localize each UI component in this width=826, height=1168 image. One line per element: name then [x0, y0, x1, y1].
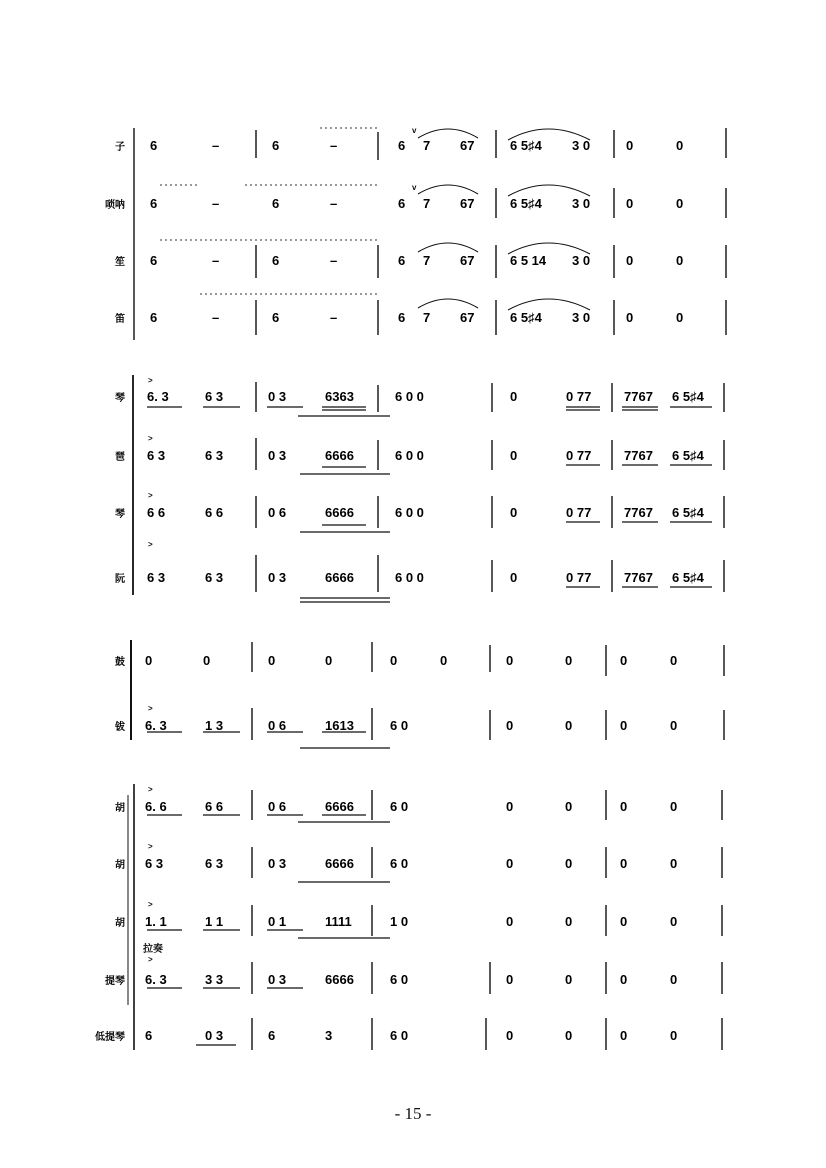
staff-row	[115, 914, 677, 929]
sustain-lines	[160, 128, 378, 294]
staff-row	[115, 448, 705, 463]
note-group: –	[330, 310, 338, 325]
note-group: 0	[506, 914, 514, 929]
note-group: 0	[620, 799, 628, 814]
note-group: 0 77	[566, 505, 592, 520]
note-group: 6	[145, 1028, 153, 1043]
staff-row	[115, 505, 705, 520]
svg-text:v: v	[412, 183, 417, 192]
note-group: 6 3	[147, 570, 166, 585]
note-group: 6666	[325, 856, 354, 871]
note-group: –	[212, 196, 220, 211]
instrument-label: 鼓	[115, 657, 125, 668]
note-group: 0	[565, 653, 573, 668]
instrument-label: 笙	[115, 257, 125, 268]
beams	[147, 407, 712, 1045]
note-group: 6	[150, 196, 158, 211]
note-group: 0	[670, 914, 678, 929]
note-group: 1613	[325, 718, 354, 733]
note-group: 67	[460, 138, 475, 153]
note-group: 6 5♯4	[510, 138, 542, 153]
note-group: 67	[460, 310, 475, 325]
note-group: 6 5♯4	[672, 389, 704, 404]
staff-row	[95, 1028, 677, 1043]
note-group: 0 77	[566, 389, 592, 404]
staff-row	[115, 253, 683, 268]
note-group: 0	[676, 253, 684, 268]
staff-row	[115, 138, 683, 153]
note-group: 0	[506, 718, 514, 733]
note-group: 3 0	[572, 196, 591, 211]
note-group: 6 5♯4	[672, 570, 704, 585]
note-group: 0	[510, 570, 518, 585]
note-group: 1 1	[205, 914, 224, 929]
note-group: 0 3	[268, 448, 287, 463]
note-group: 0 3	[268, 972, 287, 987]
note-group: 6. 3	[145, 972, 167, 987]
note-group: 6363	[325, 389, 354, 404]
note-group: 6	[398, 253, 406, 268]
staff-row	[115, 653, 677, 668]
svg-text:>: >	[148, 955, 153, 964]
bar-lines	[252, 128, 726, 1050]
note-group: 0	[626, 138, 634, 153]
note-group: 7	[423, 310, 431, 325]
note-group: 67	[460, 253, 475, 268]
note-group: 0	[620, 914, 628, 929]
note-group: 0	[670, 856, 678, 871]
note-group: –	[212, 310, 220, 325]
svg-text:>: >	[148, 785, 153, 794]
note-group: 6	[150, 310, 158, 325]
instrument-label: 唢呐	[105, 200, 125, 211]
note-group: 7	[423, 138, 431, 153]
note-group: 6	[272, 138, 280, 153]
note-group: 0	[440, 653, 448, 668]
instrument-label: 阮	[115, 574, 125, 585]
note-group: 6. 3	[145, 718, 167, 733]
note-group: 0 77	[566, 570, 592, 585]
svg-text:>: >	[148, 491, 153, 500]
note-group: 0	[506, 653, 514, 668]
note-group: 0	[510, 389, 518, 404]
note-group: 7767	[624, 570, 653, 585]
note-group: 0	[565, 718, 573, 733]
note-group: 3 0	[572, 253, 591, 268]
instrument-label: 低提琴	[95, 1032, 125, 1043]
instrument-label: 钹	[115, 722, 125, 733]
note-group: 6 0	[390, 799, 409, 814]
note-group: 6666	[325, 972, 354, 987]
instrument-label: 琴	[115, 509, 125, 520]
staff-rows	[95, 138, 705, 1043]
note-group: 6 5 14	[510, 253, 547, 268]
note-group: 6 3	[205, 389, 224, 404]
note-group: 6	[398, 196, 406, 211]
accent-marks	[148, 126, 417, 964]
note-group: 0	[670, 1028, 678, 1043]
note-group: 7767	[624, 505, 653, 520]
note-group: 0	[203, 653, 211, 668]
note-group: 0	[626, 196, 634, 211]
note-group: 6	[398, 310, 406, 325]
note-group: 0	[565, 914, 573, 929]
note-group: 6 0 0	[395, 389, 424, 404]
note-group: 0	[145, 653, 153, 668]
note-group: 0	[620, 653, 628, 668]
slurs	[418, 129, 590, 310]
note-group: 6 0 0	[395, 505, 424, 520]
note-group: 0	[620, 972, 628, 987]
note-group: 67	[460, 196, 475, 211]
note-group: 0 3	[268, 570, 287, 585]
note-group: 6 5♯4	[672, 448, 704, 463]
note-group: 6 5♯4	[672, 505, 704, 520]
note-group: 0	[325, 653, 333, 668]
note-group: 0	[670, 972, 678, 987]
svg-text:>: >	[148, 704, 153, 713]
note-group: 7	[423, 253, 431, 268]
instrument-label: 胡	[115, 803, 125, 814]
note-group: 6 0	[390, 1028, 409, 1043]
note-group: 0 77	[566, 448, 592, 463]
note-group: 6 0 0	[395, 570, 424, 585]
note-group: 6	[272, 196, 280, 211]
note-group: 0	[626, 253, 634, 268]
note-group: 0	[565, 799, 573, 814]
instrument-label: 提琴	[105, 976, 125, 987]
note-group: 6 6	[205, 505, 224, 520]
note-group: 6	[398, 138, 406, 153]
note-group: 6 3	[205, 570, 224, 585]
svg-text:>: >	[148, 900, 153, 909]
note-group: 1. 1	[145, 914, 167, 929]
instrument-label: 子	[115, 142, 125, 153]
instrument-label: 胡	[115, 918, 125, 929]
note-group: 6. 6	[145, 799, 167, 814]
note-group: 6666	[325, 448, 354, 463]
note-group: 0 3	[268, 389, 287, 404]
note-group: 6 0 0	[395, 448, 424, 463]
svg-text:v: v	[412, 126, 417, 135]
note-group: 0 6	[268, 799, 287, 814]
note-group: 0	[506, 1028, 514, 1043]
note-group: 1 0	[390, 914, 409, 929]
note-group: 0 6	[268, 718, 287, 733]
note-group: 1 3	[205, 718, 224, 733]
note-group: 0	[670, 799, 678, 814]
note-group: 6666	[325, 799, 354, 814]
note-group: 0	[510, 448, 518, 463]
note-group: 6	[272, 253, 280, 268]
note-group: 0	[506, 856, 514, 871]
note-group: 0	[676, 138, 684, 153]
staff-row	[114, 718, 677, 733]
note-group: 0	[506, 799, 514, 814]
note-group: 3 3	[205, 972, 224, 987]
note-group: 6666	[325, 505, 354, 520]
note-group: –	[330, 196, 338, 211]
staff-row	[115, 799, 677, 814]
note-group: 6	[150, 253, 158, 268]
instrument-label: 琶	[115, 452, 125, 463]
note-group: 7	[423, 196, 431, 211]
staff-row	[105, 972, 677, 987]
note-group: 0 3	[205, 1028, 224, 1043]
note-group: 6666	[325, 570, 354, 585]
note-group: 0	[670, 653, 678, 668]
note-group: 0	[565, 972, 573, 987]
note-group: 3	[325, 1028, 333, 1043]
staff-row	[115, 856, 677, 871]
system-brackets	[128, 128, 134, 1050]
note-group: –	[330, 253, 338, 268]
note-group: 3 0	[572, 310, 591, 325]
note-group: –	[330, 138, 338, 153]
note-group: 0	[670, 718, 678, 733]
note-group: 7767	[624, 389, 653, 404]
note-group: 6 5♯4	[510, 310, 542, 325]
note-group: 6 0	[390, 718, 409, 733]
note-group: 6	[272, 310, 280, 325]
note-group: 0	[676, 310, 684, 325]
note-group: 6. 3	[147, 389, 169, 404]
note-group: 6 6	[147, 505, 166, 520]
note-group: 0 1	[268, 914, 287, 929]
page-number: - 15 -	[394, 1104, 432, 1123]
note-group: 0 6	[268, 505, 287, 520]
note-group: 6 3	[205, 856, 224, 871]
svg-text:>: >	[148, 540, 153, 549]
note-group: 0	[620, 718, 628, 733]
note-group: 0	[620, 856, 628, 871]
instrument-label: 胡	[115, 860, 125, 871]
note-group: 0 3	[268, 856, 287, 871]
note-group: 6 3	[205, 448, 224, 463]
note-group: 6 5♯4	[510, 196, 542, 211]
svg-text:>: >	[148, 842, 153, 851]
note-group: 6 0	[390, 856, 409, 871]
svg-text:>: >	[148, 434, 153, 443]
note-group: 0	[268, 653, 276, 668]
staff-row	[115, 310, 683, 325]
instrument-label: 琴	[115, 393, 125, 404]
note-group: 1111	[325, 914, 352, 929]
note-group: –	[212, 253, 220, 268]
note-group: 0	[506, 972, 514, 987]
staff-row	[115, 570, 705, 585]
note-group: 6	[150, 138, 158, 153]
bowing-annotation: 拉奏	[143, 944, 163, 955]
note-group: 0	[510, 505, 518, 520]
note-group: 3 0	[572, 138, 591, 153]
note-group: 0	[626, 310, 634, 325]
note-group: –	[212, 138, 220, 153]
note-group: 0	[676, 196, 684, 211]
note-group: 6 0	[390, 972, 409, 987]
note-group: 0	[565, 856, 573, 871]
instrument-label: 笛	[115, 314, 125, 325]
note-group: 6 3	[147, 448, 166, 463]
note-group: 7767	[624, 448, 653, 463]
note-group: 6	[268, 1028, 276, 1043]
note-group: 0	[565, 1028, 573, 1043]
staff-row	[105, 196, 683, 211]
note-group: 0	[390, 653, 398, 668]
note-group: 6 3	[145, 856, 164, 871]
staff-row	[115, 389, 705, 404]
note-group: 0	[620, 1028, 628, 1043]
svg-text:>: >	[148, 376, 153, 385]
note-group: 6 6	[205, 799, 224, 814]
